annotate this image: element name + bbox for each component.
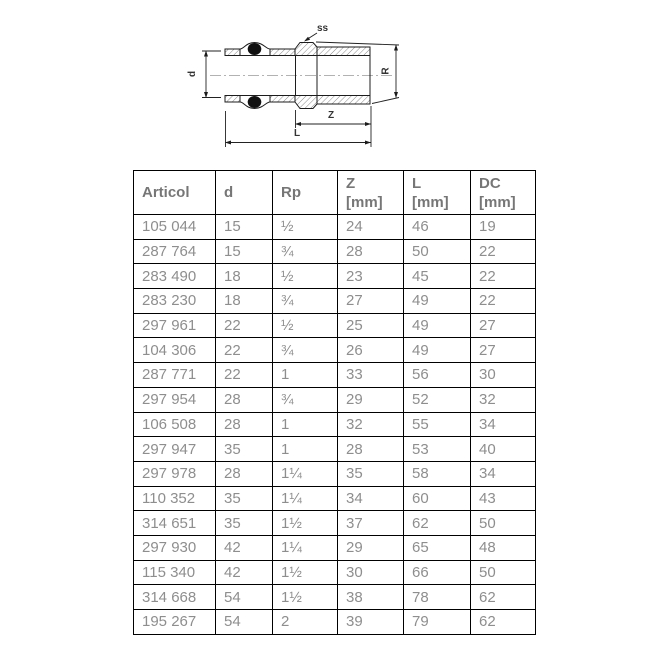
dim-z	[295, 106, 371, 147]
cell-rp: ¾	[273, 289, 338, 314]
table-row	[134, 461, 536, 486]
cell-l: 45	[404, 264, 471, 289]
cell-z: 38	[338, 585, 404, 610]
cell-l: 53	[404, 437, 471, 462]
cell-rp: 1¼	[273, 535, 338, 560]
cell-z: 28	[338, 437, 404, 462]
cell-dc: 22	[471, 289, 536, 314]
col-header-rp: Rp	[273, 171, 338, 215]
cell-d: 35	[216, 437, 273, 462]
cell-l: 50	[404, 239, 471, 264]
table-row	[134, 585, 536, 610]
cell-articol: 106 508	[134, 412, 216, 437]
cell-rp: 1¼	[273, 486, 338, 511]
cell-z: 24	[338, 215, 404, 240]
table-row	[134, 239, 536, 264]
cell-d: 28	[216, 461, 273, 486]
cell-l: 55	[404, 412, 471, 437]
cell-articol: 297 978	[134, 461, 216, 486]
label-l: L	[293, 128, 301, 139]
cell-dc: 22	[471, 264, 536, 289]
cell-d: 28	[216, 412, 273, 437]
cell-l: 56	[404, 363, 471, 388]
cell-articol: 287 771	[134, 363, 216, 388]
label-ss: ss	[316, 23, 329, 34]
table-row	[134, 313, 536, 338]
cell-dc: 50	[471, 560, 536, 585]
cell-articol: 195 267	[134, 610, 216, 635]
cell-l: 60	[404, 486, 471, 511]
cell-z: 23	[338, 264, 404, 289]
cell-rp: 1½	[273, 585, 338, 610]
cell-d: 28	[216, 387, 273, 412]
cell-z: 28	[338, 239, 404, 264]
cell-articol: 314 651	[134, 511, 216, 536]
table-body	[134, 215, 536, 635]
cell-dc: 43	[471, 486, 536, 511]
cell-d: 42	[216, 560, 273, 585]
cell-rp: 1½	[273, 560, 338, 585]
col-header-dc: DC [mm]	[471, 171, 536, 215]
cell-articol: 314 668	[134, 585, 216, 610]
cell-articol: 105 044	[134, 215, 216, 240]
cell-dc: 27	[471, 338, 536, 363]
table-row	[134, 486, 536, 511]
table-row	[134, 264, 536, 289]
col-header-l: L [mm]	[404, 171, 471, 215]
col-header-z: Z [mm]	[338, 171, 404, 215]
cell-z: 29	[338, 535, 404, 560]
cell-dc: 30	[471, 363, 536, 388]
cell-rp: ¾	[273, 387, 338, 412]
cell-dc: 27	[471, 313, 536, 338]
cell-z: 30	[338, 560, 404, 585]
dim-d	[187, 51, 221, 99]
cell-l: 52	[404, 387, 471, 412]
cell-rp: 1	[273, 437, 338, 462]
cell-rp: 1	[273, 363, 338, 388]
cell-rp: ½	[273, 264, 338, 289]
cell-articol: 287 764	[134, 239, 216, 264]
cell-z: 35	[338, 461, 404, 486]
cell-dc: 50	[471, 511, 536, 536]
table-row	[134, 511, 536, 536]
cell-l: 78	[404, 585, 471, 610]
o-ring-bottom	[248, 96, 262, 108]
cell-d: 54	[216, 585, 273, 610]
col-header-articol: Articol	[134, 171, 216, 215]
cell-l: 46	[404, 215, 471, 240]
dim-l	[225, 111, 371, 147]
label-z: Z	[327, 110, 335, 121]
cell-l: 62	[404, 511, 471, 536]
table-row	[134, 338, 536, 363]
table-row	[134, 215, 536, 240]
label-d: d	[187, 70, 198, 78]
ss-leader	[304, 23, 328, 42]
o-ring-top	[248, 43, 262, 55]
cell-rp: ½	[273, 313, 338, 338]
cell-rp: 2	[273, 610, 338, 635]
cell-d: 22	[216, 313, 273, 338]
cell-l: 66	[404, 560, 471, 585]
cell-l: 79	[404, 610, 471, 635]
cell-d: 18	[216, 289, 273, 314]
cell-rp: 1	[273, 412, 338, 437]
cell-d: 35	[216, 486, 273, 511]
cell-d: 18	[216, 264, 273, 289]
cell-rp: ¾	[273, 239, 338, 264]
cell-dc: 62	[471, 610, 536, 635]
table-row	[134, 412, 536, 437]
cell-dc: 62	[471, 585, 536, 610]
cell-dc: 40	[471, 437, 536, 462]
table-row	[134, 387, 536, 412]
cell-l: 49	[404, 338, 471, 363]
cell-articol: 297 947	[134, 437, 216, 462]
cell-dc: 19	[471, 215, 536, 240]
cell-z: 27	[338, 289, 404, 314]
cell-dc: 48	[471, 535, 536, 560]
cell-d: 22	[216, 363, 273, 388]
cell-l: 49	[404, 313, 471, 338]
dimension-table	[133, 170, 536, 635]
cell-d: 42	[216, 535, 273, 560]
table-header-row	[134, 171, 536, 215]
cell-dc: 34	[471, 461, 536, 486]
col-header-d: d	[216, 171, 273, 215]
label-r: R	[380, 67, 392, 75]
cell-articol: 283 490	[134, 264, 216, 289]
cell-rp: 1¼	[273, 461, 338, 486]
cell-rp: ¾	[273, 338, 338, 363]
cell-z: 26	[338, 338, 404, 363]
cell-articol: 297 930	[134, 535, 216, 560]
cell-d: 22	[216, 338, 273, 363]
cell-l: 58	[404, 461, 471, 486]
ss-arrowhead	[304, 37, 310, 42]
cell-z: 39	[338, 610, 404, 635]
cell-d: 35	[216, 511, 273, 536]
cell-dc: 22	[471, 239, 536, 264]
cell-articol: 283 230	[134, 289, 216, 314]
cell-dc: 32	[471, 387, 536, 412]
cell-articol: 115 340	[134, 560, 216, 585]
cell-l: 49	[404, 289, 471, 314]
table-row	[134, 560, 536, 585]
cell-z: 33	[338, 363, 404, 388]
cell-articol: 297 961	[134, 313, 216, 338]
cell-l: 65	[404, 535, 471, 560]
cell-articol: 297 954	[134, 387, 216, 412]
technical-drawing	[0, 0, 663, 165]
cell-rp: 1½	[273, 511, 338, 536]
cell-rp: ½	[273, 215, 338, 240]
table-row	[134, 610, 536, 635]
cell-z: 32	[338, 412, 404, 437]
cell-d: 54	[216, 610, 273, 635]
cell-z: 37	[338, 511, 404, 536]
table-row	[134, 289, 536, 314]
cell-z: 25	[338, 313, 404, 338]
cell-articol: 110 352	[134, 486, 216, 511]
cell-z: 34	[338, 486, 404, 511]
cell-dc: 34	[471, 412, 536, 437]
table-row	[134, 535, 536, 560]
cell-d: 15	[216, 215, 273, 240]
cell-d: 15	[216, 239, 273, 264]
cell-articol: 104 306	[134, 338, 216, 363]
table-row	[134, 363, 536, 388]
cell-z: 29	[338, 387, 404, 412]
table-row	[134, 437, 536, 462]
